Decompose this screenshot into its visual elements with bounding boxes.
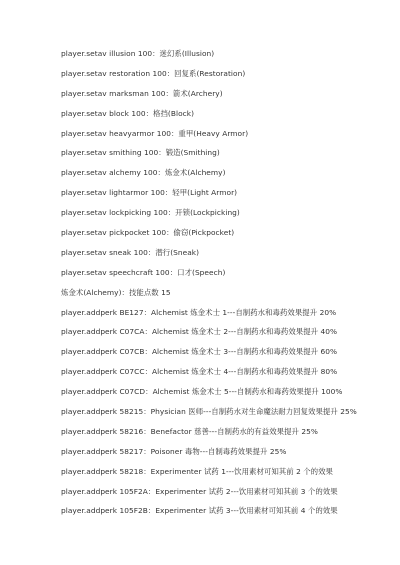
document-body — [61, 44, 391, 521]
text-line-illusion: player.setav illusion 100：迷幻系(Illusion) — [61, 49, 215, 58]
text-line-perk-experimenter-3: player.addperk 105F2B：Experimenter 试药 3---饮用素材可知其前 4 个的效果 — [61, 506, 338, 516]
text-line-lockpicking: player.setav lockpicking 100：开锁(Lockpicking) — [61, 208, 240, 218]
text-line-perk-experimenter-2: player.addperk 105F2A：Experimenter 试药 2---饮用素材可知其前 3 个的效果 — [61, 486, 338, 496]
text-line-perk-alchemist-1: player.addperk BE127：Alchemist 炼金术士 1---自制药水和毒药效果提升 20% — [61, 307, 337, 317]
text-line-perk-poisoner: player.addperk 58217：Poisoner 毒物---自制毒药效果提升 25% — [61, 446, 287, 456]
text-line-restoration: player.setav restoration 100：回复系(Restoration) — [61, 68, 246, 78]
text-line-perk-alchemist-5: player.addperk C07CD：Alchemist 炼金术士 5---自制药水和毒药效果提升 100% — [61, 387, 343, 397]
text-line-marksman: player.setav marksman 100：箭术(Archery) — [61, 88, 223, 98]
text-line-perk-benefactor: player.addperk 58216：Benefactor 慈善---自制药水的有益效果提升 25% — [61, 426, 318, 436]
text-line-lightarmor: player.setav lightarmor 100：轻甲(Light Armor) — [61, 188, 238, 198]
text-line-perk-experimenter-1: player.addperk 58218：Experimenter 试药 1---饮用素材可知其前 2 个的效果 — [61, 466, 333, 476]
text-line-perk-alchemist-4: player.addperk C07CC：Alchemist 炼金术士 4---自制药水和毒药效果提升 80% — [61, 367, 338, 377]
text-line-pickpocket: player.setav pickpocket 100：偷窃(Pickpocket) — [61, 228, 235, 238]
section-heading-alchemy: 炼金术(Alchemy)：技能点数 15 — [61, 287, 171, 297]
text-line-speechcraft: player.setav speechcraft 100：口才(Speech) — [61, 267, 226, 277]
text-line-perk-physician: player.addperk 58215：Physician 医师---自制药水对生命魔法耐力回复效果提升 25% — [61, 407, 357, 417]
text-line-perk-alchemist-3: player.addperk C07CB：Alchemist 炼金术士 3---自制药水和毒药效果提升 60% — [61, 347, 338, 357]
text-line-heavyarmor: player.setav heavyarmor 100：重甲(Heavy Armor) — [61, 128, 249, 138]
text-line-alchemy: player.setav alchemy 100：炼金术(Alchemy) — [61, 168, 226, 178]
text-line-smithing: player.setav smithing 100：锻造(Smithing) — [61, 148, 220, 158]
text-line-perk-alchemist-2: player.addperk C07CA：Alchemist 炼金术士 2---自制药水和毒药效果提升 40% — [61, 327, 338, 337]
text-line-block: player.setav block 100：格挡(Block) — [61, 108, 195, 118]
text-line-sneak: player.setav sneak 100：潜行(Sneak) — [61, 247, 200, 257]
